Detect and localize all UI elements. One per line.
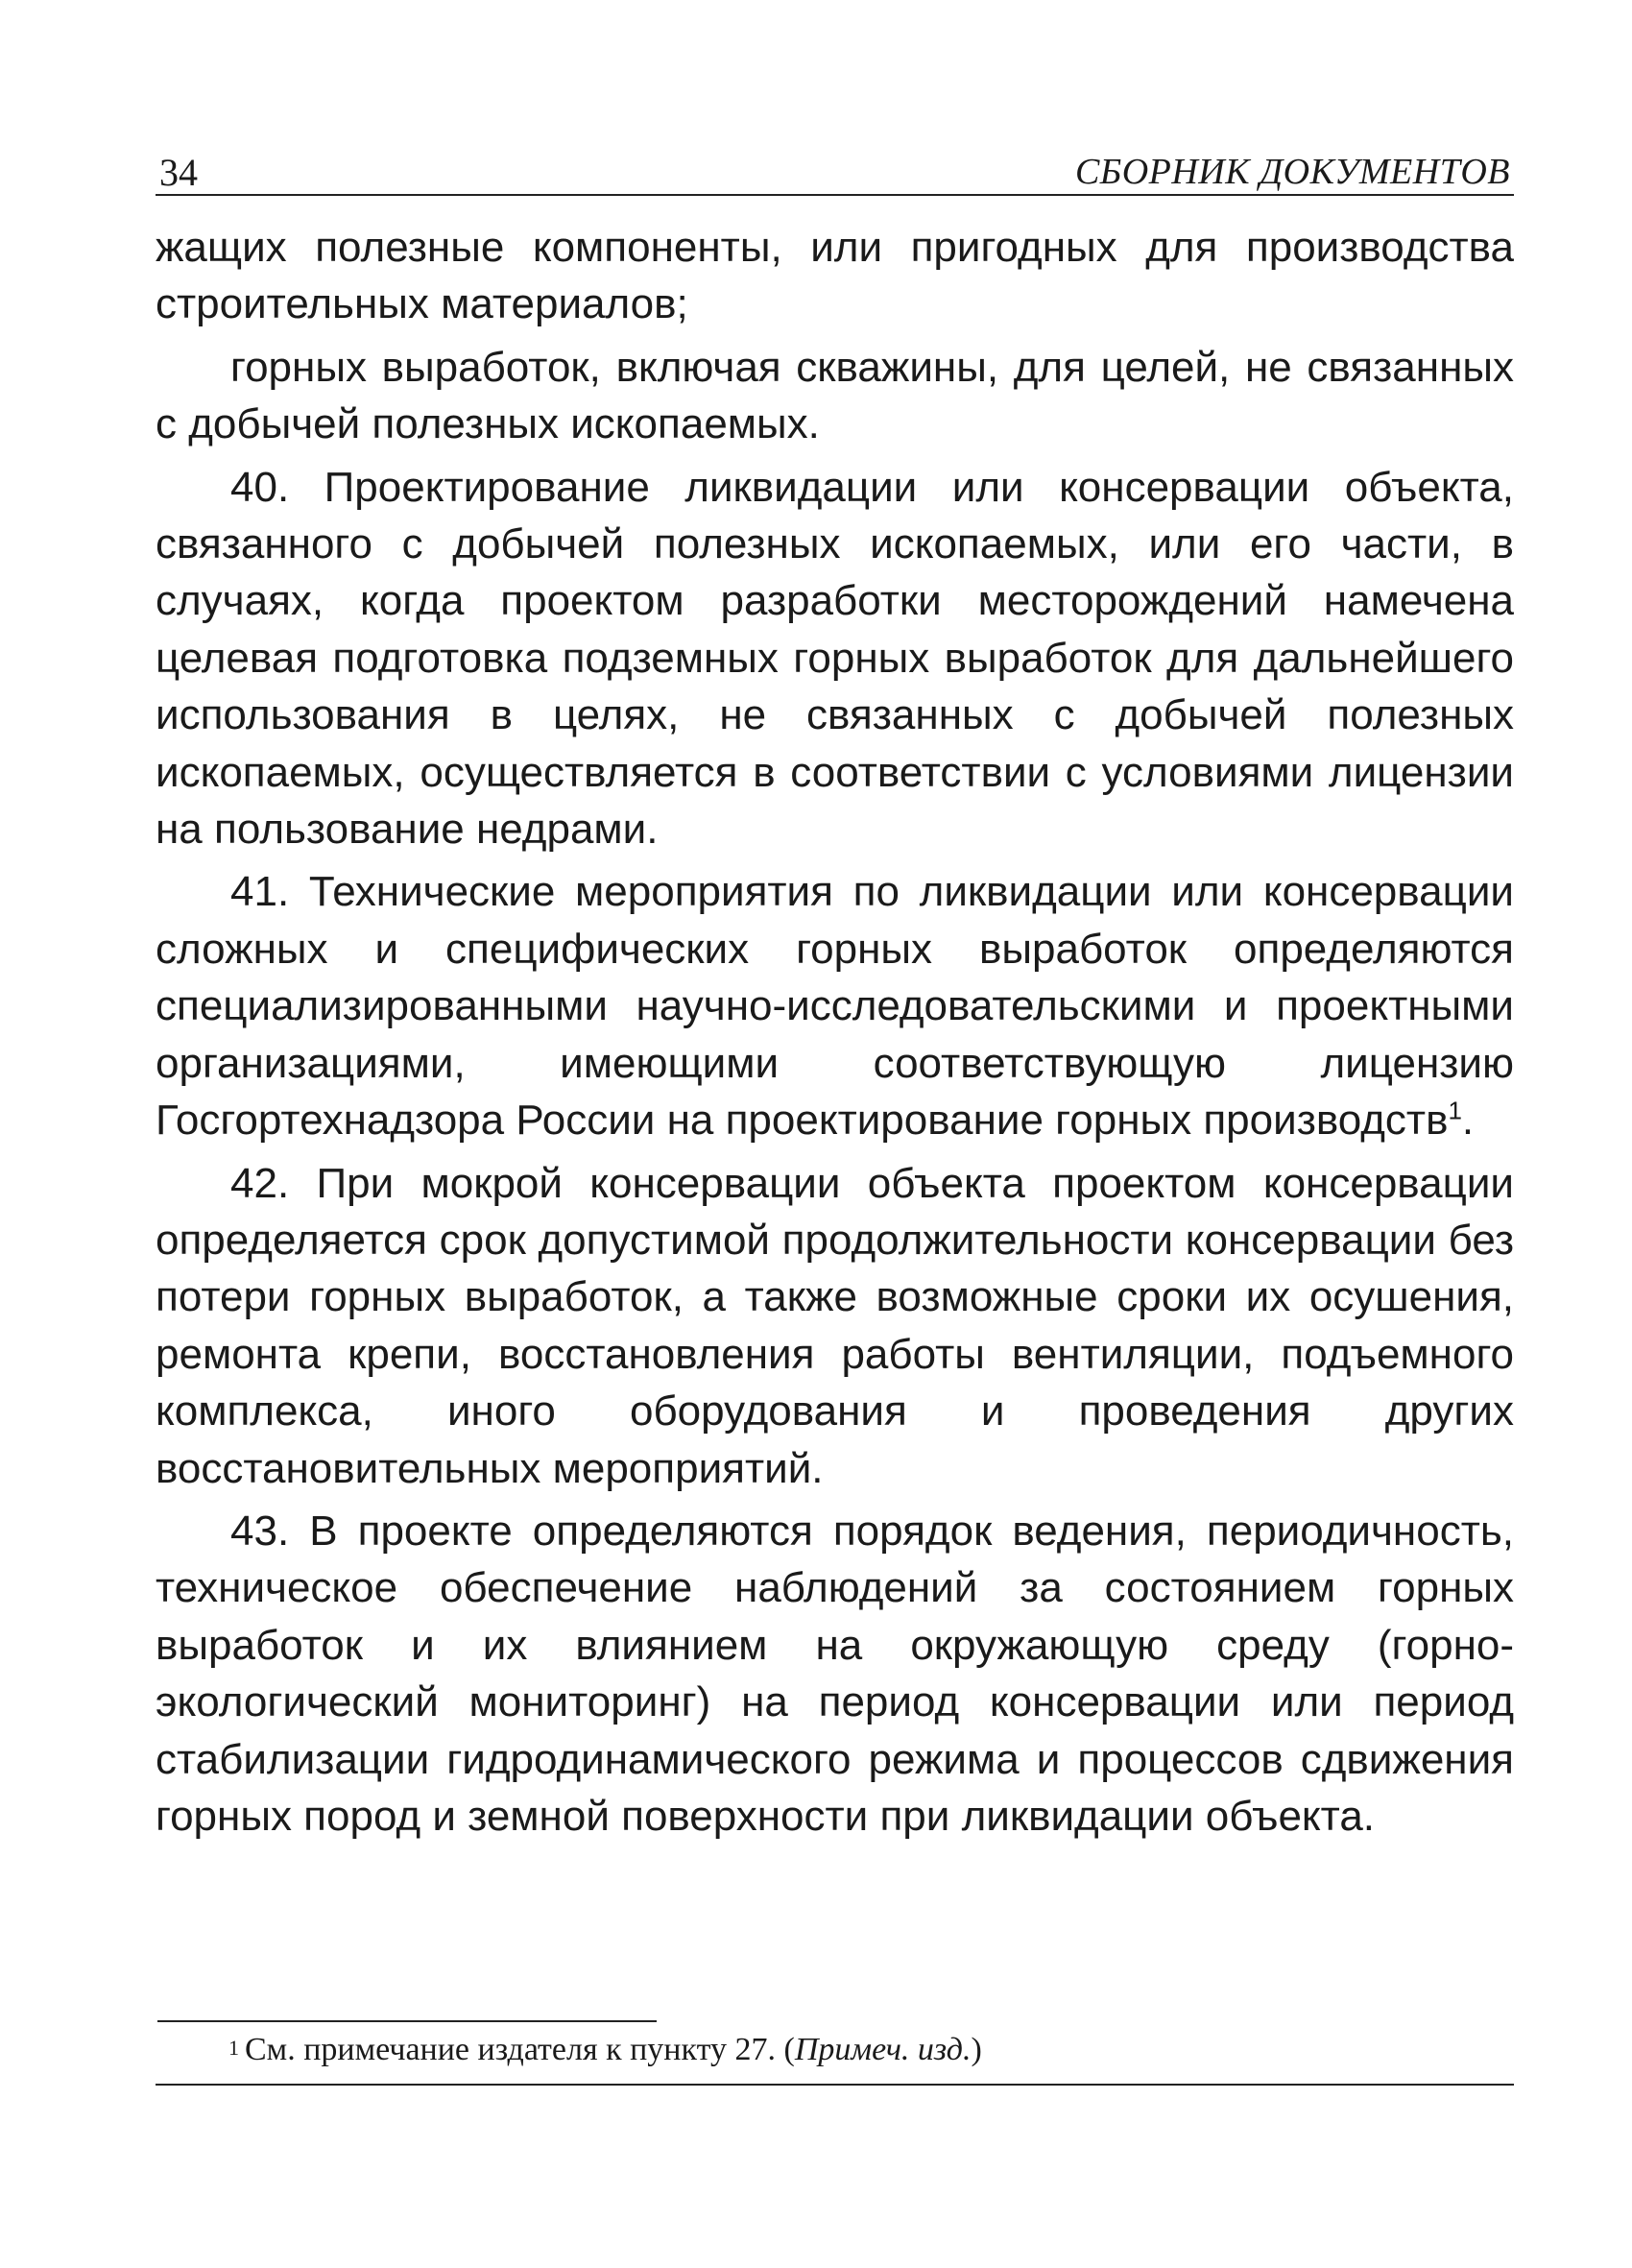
running-head-title: СБОРНИК ДОКУМЕНТОВ [1074, 152, 1510, 192]
paragraph-42: 42. При мокрой консервации объекта проектом консервации определяется срок допустимой продолжительности консервации без потери горных выработок, а также возможные сроки их осушения, ремонта крепи, восстановления работы вентиляции, подъемного комплекса, иного оборудования и проведения других восстановительных мероприятий. [156, 1159, 1514, 1492]
paragraph-continuation: жащих полезные компоненты, или пригодных для производства строительных материалов; [156, 224, 1514, 328]
footnote-mark: 1 [228, 2036, 239, 2060]
footnote-text: См. примечание издателя к пункту 27. ( [245, 2032, 795, 2067]
bottom-rule [156, 2084, 1514, 2086]
body-text [156, 219, 1514, 1850]
running-head [156, 144, 1514, 196]
paragraph-list-item: горных выработок, включая скважины, для целей, не связанных с добычей полезных ископаемых. [156, 343, 1514, 448]
footnote-reference[interactable]: 1 [1448, 1096, 1462, 1125]
footnote-note: Примеч. изд. [794, 2032, 972, 2067]
document-page [156, 0, 1514, 2268]
paragraph-41 [156, 863, 1514, 1148]
footnote [228, 2029, 982, 2071]
paragraph-43: 43. В проекте определяются порядок ведения, периодичность, техническое обеспечение наблюдений за состоянием горных выработок и их влиянием на окружающую среду (горно-экологический мониторинг) на период консервации или период стабилизации гидродинамического режима и процессов сдвижения горных пород и земной поверхности при ликвидации объекта. [156, 1507, 1514, 1840]
footnote-separator [157, 2020, 657, 2022]
footnote-close: ) [971, 2032, 982, 2067]
paragraph-40: 40. Проектирование ликвидации или консервации объекта, связанного с добычей полезных ископаемых, или его части, в случаях, когда проектом разработки месторождений намечена целевая подготовка подземных горных выработок для дальнейшего использования в целях, не связанных с добычей полезных ископаемых, осуществляется в соответствии с условиями лицензии на пользование недрами. [156, 463, 1514, 854]
paragraph-41-end: . [1461, 1097, 1475, 1145]
paragraph-41-text: 41. Технические мероприятия по ликвидации или консервации сложных и специфических горных выработок определяются специализированными научно-исследовательскими и проектными организациями, имеющими соответствующую лицензию Госгортехнадзора России на проектирование горных производств [156, 868, 1514, 1145]
page-number: 34 [159, 151, 198, 194]
